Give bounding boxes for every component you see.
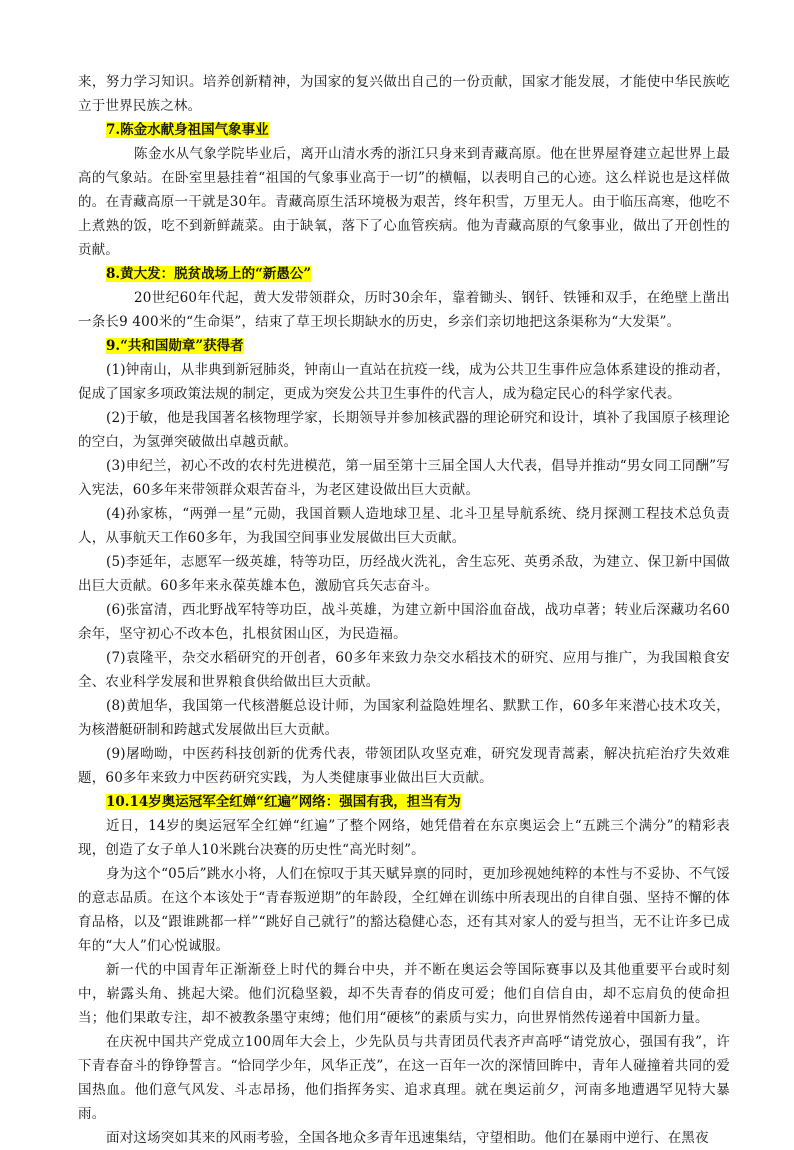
- document-page: [78, 70, 730, 1150]
- section-7-heading: 7.陈金水献身祖国气象事业: [106, 122, 269, 138]
- section-9-heading: 9.“共和国勋章”获得者: [106, 338, 244, 354]
- medal-item: (3)申纪兰，初心不改的农村先进模范，第一届至第十三届全国人大代表，倡导并推动“男女同工同酬”写入宪法，60多年来带领群众艰苦奋斗，为老区建设做出巨大贡献。: [78, 458, 730, 498]
- section-10-paragraph: 身为这个“05后”跳水小将，人们在惊叹于其天赋异禀的同时，更加珍视她纯粹的本性与不妥协、不气馁的意志品质。在这个本该处于“青春叛逆期”的年龄段，全红婵在训练中所表现出的自律自强、坚持不懈的体育品格，以及“跟谁跳都一样”“跳好自己就行”的豁达稳健心态，还有其对家人的爱与担当，无不让许多已成年的“大人”们心悦诚服。: [78, 866, 730, 954]
- section-10-heading: 10.14岁奥运冠军全红婵“红遍”网络：强国有我，担当有为: [106, 794, 461, 810]
- intro-paragraph-end: 来，努力学习知识。培养创新精神，为国家的复兴做出自己的一份贡献，国家才能发展，才能使中华民族屹立于世界民族之林。: [78, 74, 730, 114]
- medal-item: (8)黄旭华，我国第一代核潜艇总设计师，为国家利益隐姓埋名、默默工作，60多年来潜心技术攻关，为核潜艇研制和跨越式发展做出巨大贡献。: [78, 698, 730, 738]
- section-10-paragraph: 在庆祝中国共产党成立100周年大会上，少先队员与共青团员代表齐声高呼“请党放心，强国有我”，许下青春奋斗的铮铮誓言。“恰同学少年，风华正茂”，在这一百年一次的深情回眸中，青年人碰撞着共同的爱国热血。他们意气风发、斗志昂扬，他们指挥务实、追求真理。就在奥运前夕，河南多地遭遇罕见特大暴雨。: [78, 1034, 730, 1122]
- section-7-body: 陈金水从气象学院毕业后，离开山清水秀的浙江只身来到青藏高原。他在世界屋脊建立起世界上最高的气象站。在卧室里悬挂着“祖国的气象事业高于一切”的横幅，以表明自己的心迹。这么样说也是这样做的。在青藏高原一干就是30年。青藏高原生活环境极为艰苦，终年积雪，万里无人。由于临压高寒，他吃不上煮熟的饭，吃不到新鲜蔬菜。由于缺氧，落下了心血管疾病。他为青藏高原的气象事业，做出了开创性的贡献。: [78, 146, 730, 258]
- medal-item: (2)于敏，他是我国著名核物理学家，长期领导并参加核武器的理论研究和设计，填补了我国原子核理论的空白，为氢弹突破做出卓越贡献。: [78, 410, 730, 450]
- medal-item: (7)袁隆平，杂交水稻研究的开创者，60多年来致力杂交水稻技术的研究、应用与推广，为我国粮食安全、农业科学发展和世界粮食供给做出巨大贡献。: [78, 650, 730, 690]
- section-10-paragraph: 新一代的中国青年正渐渐登上时代的舞台中央，并不断在奥运会等国际赛事以及其他重要平台或时刻中，崭露头角、挑起大梁。他们沉稳坚毅，却不失青春的俏皮可爱；他们自信自由，却不忘肩负的使命担当；他们果敢专注，却不被教条墨守束缚；他们用“硬核”的素质与实力，向世界悄然传递着中国新力量。: [78, 962, 730, 1026]
- section-8-heading: 8.黄大发：脱贫战场上的“新愚公”: [106, 266, 312, 282]
- medal-item: (5)李延年，志愿军一级英雄，特等功臣，历经战火洗礼，舍生忘死、英勇杀敌，为建立、保卫新中国做出巨大贡献。60多年来永葆英雄本色，激励官兵矢志奋斗。: [78, 554, 730, 594]
- medal-item: (4)孙家栋，“两弹一星”元勋，我国首颗人造地球卫星、北斗卫星导航系统、绕月探测工程技术总负责人，从事航天工作60多年，为我国空间事业发展做出巨大贡献。: [78, 506, 730, 546]
- section-10-paragraph: 面对这场突如其来的风雨考验，全国各地众多青年迅速集结，守望相助。他们在暴雨中逆行、在黑夜: [106, 1130, 709, 1146]
- section-10-paragraph: 近日，14岁的奥运冠军全红婵“红遍”了整个网络，她凭借着在东京奥运会上“五跳三个满分”的精彩表现，创造了女子单人10米跳台决赛的历史性“高光时刻”。: [78, 818, 730, 858]
- section-8-body: 20世纪60年代起，黄大发带领群众，历时30余年，靠着锄头、钢钎、铁锤和双手，在绝壁上凿出一条长9 400米的“生命渠”，结束了草王坝长期缺水的历史，乡亲们亲切地把这条渠称为“大发渠”。: [78, 290, 730, 330]
- medal-item: (9)屠呦呦，中医药科技创新的优秀代表，带领团队攻坚克难，研究发现青蒿素，解决抗疟治疗失效难题，60多年来致力中医药研究实践，为人类健康事业做出巨大贡献。: [78, 746, 730, 786]
- medal-item: (1)钟南山，从非典到新冠肺炎，钟南山一直站在抗疫一线，成为公共卫生事件应急体系建设的推动者，促成了国家多项政策法规的制定，更成为突发公共卫生事件的代言人，成为稳定民心的科学家代表。: [78, 362, 730, 402]
- medal-item: (6)张富清，西北野战军特等功臣，战斗英雄，为建立新中国浴血奋战，战功卓著；转业后深藏功名60余年，坚守初心不改本色，扎根贫困山区，为民造福。: [78, 602, 730, 642]
